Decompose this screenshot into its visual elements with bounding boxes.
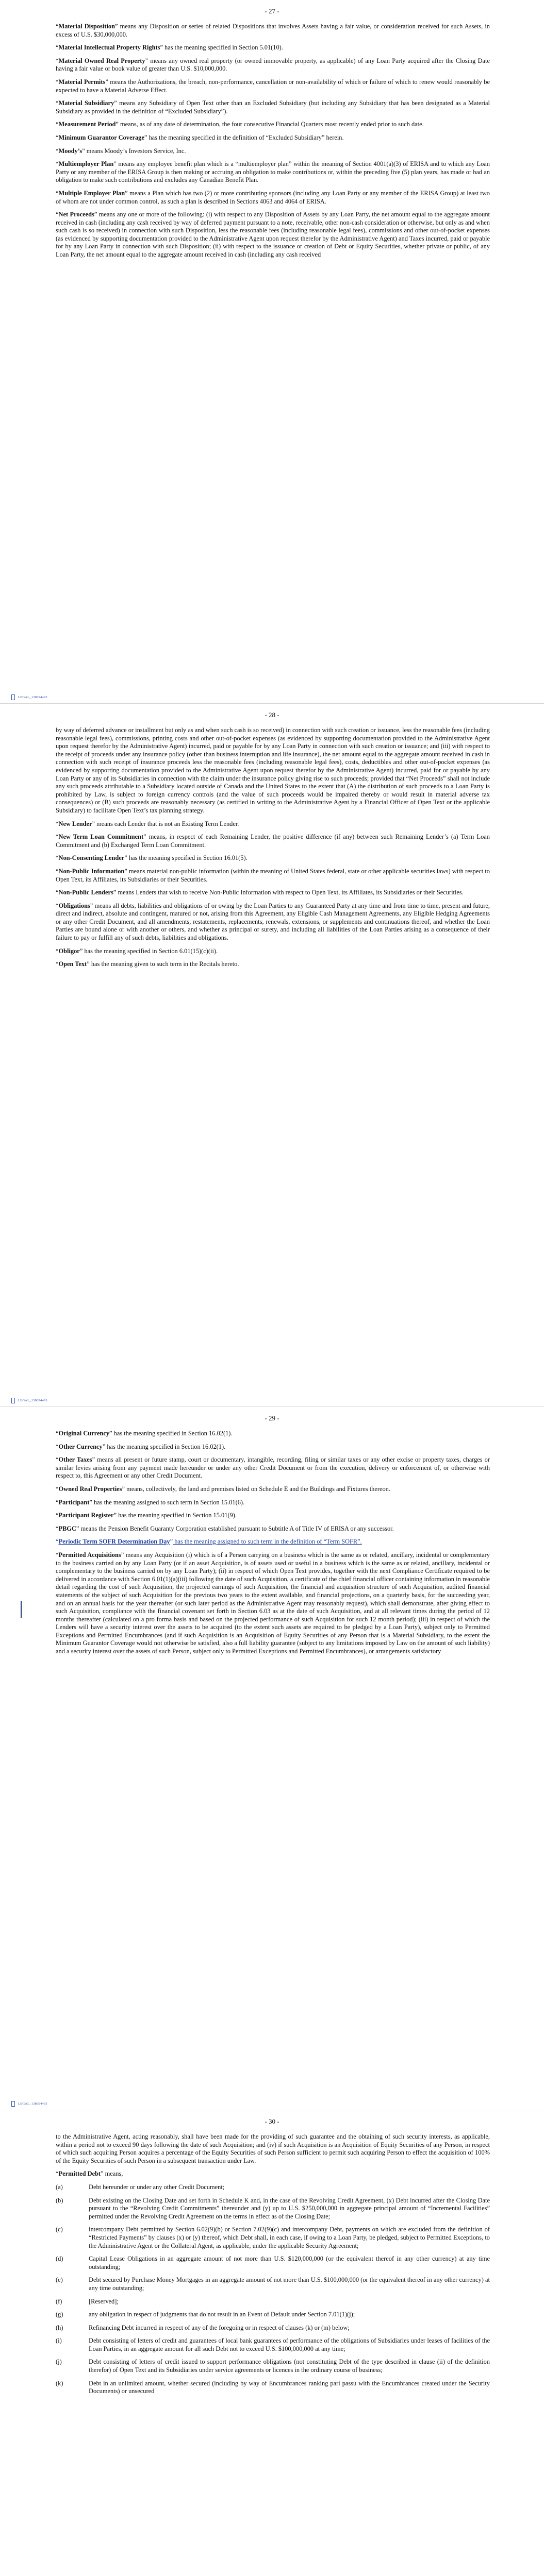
list-item-label: (k)	[56, 2379, 63, 2387]
list-item	[56, 2380, 490, 2396]
page-28	[0, 704, 544, 1406]
defined-term: Other Taxes	[58, 1456, 92, 1464]
defined-term: Obligor	[58, 947, 80, 955]
list-item-label: (j)	[56, 2358, 62, 2366]
definition-paragraph: “Non-Public Lenders” means Lenders that wish to receive Non-Public Information with respect to Open Text, its Affiliates, its Subsidiaries or their Securities.	[56, 889, 464, 896]
list-item-label: (f)	[56, 2297, 62, 2305]
defined-term: Permitted Acquisitions	[58, 1551, 121, 1558]
definition-text: means Lenders that wish to receive Non-Public Information with respect to Open Text, its Affiliates, its Subsidiaries or their Securities.	[116, 889, 464, 896]
page-30	[0, 2110, 544, 2576]
definition-text: means, collectively, the land and premises listed on Schedule E and the Buildings and Fixtures thereon.	[124, 1485, 390, 1493]
definition-paragraph: “Minimum Guarantor Coverage” has the meaning specified in the definition of “Excluded Subsidiary” herein.	[56, 133, 344, 141]
defined-term: Multiple Employer Plan	[58, 189, 125, 197]
definition-text: means material non-public information (within the meaning of United States federal, state or other applicable securities laws) with respect to Open Text, its Affiliates, its Subsidiaries or their Securities.	[56, 867, 490, 883]
page-body	[56, 726, 490, 974]
list-item	[56, 2324, 490, 2332]
definition-text: means any owned real property (or owned immovable property, as applicable) of any Loan Party acquired after the Closing Date having a fair value or book value of greater than U.S. $10,000,000.	[56, 57, 490, 73]
list-item	[56, 2311, 490, 2319]
definition-text: has the meaning specified in Section 16.02(1).	[112, 1430, 233, 1437]
list-item-text: Debt in an unlimited amount, whether secured (including by way of Encumbrances ranking pari passu with the Encumbrances created under the Security Documents) or unsecured	[89, 2379, 490, 2395]
definition-text: means, in respect of each Remaining Lender, the positive difference (if any) between such Remaining Lender’s (a) Term Loan Commitment and (b) Exchanged Term Loan Commitment.	[56, 833, 490, 849]
footer-marker-icon	[11, 2101, 15, 2107]
list-item-text: Debt hereunder or under any other Credit Document;	[89, 2183, 225, 2191]
definition-text: by way of deferred advance or installment but only as and when such cash is so received) in connection with such creation or issuance, less the reasonable fees (including reasonable legal fees), commissions, printing costs and other out-of-pocket expenses (as evidenced by supporting documentation provided to the Administrative Agent upon request therefor by the Administrative Agent) incurred, paid or payable for by any Loan Party in connection with such creation or issuance; and (iii) with respect to the receipt of proceeds under any insurance policy (other than business interruption and life insurance), the net amount equal to the aggregate amount received in cash in connection with such receipt of insurance proceeds less the reasonable fees (including reasonable legal fees), costs, deductibles and other out-of-pocket expenses (as evidenced by supporting documentation provided to the Administrative Agent upon request therefor by the Administrative Agent) incurred, paid for or payable by any Loan Party or any of its Subsidiaries in connection with the claim under the insurance policy giving rise to such proceeds; provided that “Net Proceeds” shall not include any such proceeds attributable to a Subsidiary located outside of Canada and the United States to the extent that (A) the distribution of such proceeds to a Loan Party is prohibited by Law, is subject to foreign currency controls (and the value of such proceeds would be impaired thereby or would result in material adverse tax consequences) or (B) such proceeds are reasonably necessary (as certified in writing to the Administrative Agent by a Financial Officer of Open Text or the applicable Subsidiary) to facilitate Open Text’s tax planning strategy.	[56, 726, 490, 814]
definition-text: means any Subsidiary of Open Text other than an Excluded Subsidiary (but including any Subsidiary that has been designated as a Material Subsidiary as provided in the definition of “Excluded Subsidiary”).	[56, 99, 490, 115]
definition-paragraph: “Original Currency” has the meaning specified in Section 16.02(1).	[56, 1430, 233, 1437]
definition-paragraph: “Permitted Debt” means,	[56, 2170, 123, 2178]
definition-paragraph: “Material Owned Real Property” means any owned real property (or owned immovable property, as applicable) of any Loan Party acquired after the Closing Date having a fair value or book value of greater than U.S. $10,000,000.	[56, 57, 490, 73]
definition-paragraph: “Non-Consenting Lender” has the meaning specified in Section 16.01(5).	[56, 854, 248, 862]
page-body	[56, 23, 490, 264]
definition-paragraph: “Other Currency” has the meaning specified in Section 16.02(1).	[56, 1443, 226, 1450]
definition-text: means any Acquisition (i) which is of a Person carrying on a business which is the same as or related, ancillary, incidental or complementary to the business carried on by any Loan Party (or if an asset Acquisition, is of assets used or useful in a business which is the same as or related, ancillary, incidental or complementary to the business carried on by any Loan Party); (ii) in respect of which Open Text provides, together with the next Compliance Certificate required to be delivered in accordance with Section 6.01(1)(a)(iii) following the date of such Acquisition, a certificate of the chief financial officer containing information in reasonable detail regarding the cost of such Acquisition, the projected earnings of such Acquisition, the financial and acquisition structure of such Acquisition, audited financial statements of the subject of such Acquisition for the previous two years to the extent available, and financial projections, on a quarterly basis, for the succeeding year, and on an annual basis for the year thereafter (or such later period as the Administrative Agent may reasonably request), which shall demonstrate, after giving effect to such Acquisition, compliance with the financial covenant set forth in Section 6.03 as at the date of such Acquisition, and at all relevant times during the period of 12 months thereafter (calculated on a pro forma basis and based on the projected performance of such Acquisition for such 12 month period); (iii) in respect of which the Lenders will have a security interest over the assets to be acquired (to the extent such assets are required to be pledged by a Loan Party), subject only to Permitted Exceptions and Permitted Encumbrances (and if such Acquisition is an Acquisition of Equity Securities of any Person that is a Material Subsidiary, to the extent the Minimum Guarantor Coverage would not otherwise be satisfied, also a full liability guarantee (subject to any limitations imposed by Law on the amount of such liability) and a security interest over the assets of such Person, subject only to Permitted Exceptions and Permitted Encumbrances), or arrangements satisfactory	[56, 1551, 490, 1655]
footer-marker-icon	[11, 1398, 15, 1403]
defined-term: Material Subsidiary	[58, 99, 114, 107]
definition-text: means any one or more of the following: (i) with respect to any Disposition of Assets by any Loan Party, the net amount equal to the aggregate amount received in cash (including any cash received by way of deferred payment pursuant to a note, receivable, other non-cash consideration or otherwise, but only as and when such cash is so received) in connection with such Disposition, less the reasonable fees (including reasonable legal fees), commissions and other out-of-pocket expenses (as evidenced by supporting documentation provided to the Administrative Agent upon request therefor by the Administrative Agent) and Taxes incurred, paid or payable for by any Loan Party in connection with such Disposition; (ii) with respect to the issuance or creation of Debt or Equity Securities, whether private or public, of any Loan Party, the net amount equal to the aggregate amount received in cash (including any cash received	[56, 211, 490, 259]
definition-paragraph: “Participant” has the meaning assigned to such term in Section 15.01(6).	[56, 1498, 245, 1506]
defined-term: Material Owned Real Property	[58, 57, 145, 64]
defined-term: Material Permits	[58, 78, 106, 86]
definition-text: means all debts, liabilities and obligations of or owing by the Loan Parties to any Guaranteed Party at any time and from time to time, present and future, direct and indirect, absolute and contingent, matured or not, arising from this Agreement, any Eligible Cash Management Agreements, any Eligible Hedging Agreements or any other Credit Document, and all amendments, restatements, replacements, renewals, extensions, or supplements and continuations thereof, and whether the Loan Parties are bound alone or with another or others, and whether as principal or surety, and including all liabilities of the Loan Parties arising as a consequence of their failure to pay or fulfill any of such debts, liabilities and obligations.	[56, 902, 490, 942]
defined-term: Obligations	[58, 902, 90, 909]
definition-paragraph: “Net Proceeds” means any one or more of the following: (i) with respect to any Disposition of Assets by any Loan Party, the net amount equal to the aggregate amount received in cash (including any cash received by way of deferred payment pursuant to a note, receivable, other non-cash consideration or otherwise, but only as and when such cash is so received) in connection with such Disposition, less the reasonable fees (including reasonable legal fees), commissions and other out-of-pocket expenses (as evidenced by supporting documentation provided to the Administrative Agent upon request therefor by the Administrative Agent) and Taxes incurred, paid or payable for by any Loan Party in connection with such Disposition; (ii) with respect to the issuance or creation of Debt or Equity Securities, whether private or public, of any Loan Party, the net amount equal to the aggregate amount received in cash (including any cash received	[56, 211, 490, 259]
definition-paragraph: “Obligations” means all debts, liabilities and obligations of or owing by the Loan Parties to any Guaranteed Party at any time and from time to time, present and future, direct and indirect, absolute and contingent, matured or not, arising from this Agreement, any Eligible Cash Management Agreements, any Eligible Hedging Agreements or any other Credit Document, and all amendments, restatements, replacements, renewals, extensions, or supplements and continuations thereof, and whether the Loan Parties are bound alone or with another or others, and whether as principal or surety, and including all liabilities of the Loan Parties arising as a consequence of their failure to pay or fulfill any of such debts, liabilities and obligations.	[56, 902, 490, 942]
defined-term: Participant	[58, 1498, 90, 1506]
defined-term: New Term Loan Commitment	[58, 833, 144, 841]
definition-text: means any Disposition or series of related Dispositions that involves Assets having a fair value, or consideration received for such Assets, in excess of U.S. $30,000,000.	[56, 23, 490, 38]
definition-text: means any employee benefit plan which is a “multiemployer plan” within the meaning of Section 4001(a)(3) of ERISA and to which any Loan Party or any member of the ERISA Group is then making or accruing an obligation to make contributions or, within the preceding five (5) plan years, has made or had an obligation to make such contributions and excludes any Canadian Benefit Plan.	[56, 160, 490, 184]
page-29	[0, 1407, 544, 2110]
list-item-label: (d)	[56, 2255, 63, 2263]
definition-text: has the meaning specified in Section 15.01(9).	[117, 1512, 237, 1519]
defined-term: Net Proceeds	[58, 211, 94, 218]
definition-paragraph: “Multiemployer Plan” means any employee benefit plan which is a “multiemployer plan” within the meaning of Section 4001(a)(3) of ERISA and to which any Loan Party or any member of the ERISA Group is then making or accruing an obligation to make contributions or, within the preceding five (5) plan years, has made or had an obligation to make such contributions and excludes any Canadian Benefit Plan.	[56, 160, 490, 184]
definition-paragraph: “Periodic Term SOFR Determination Day” has the meaning assigned to such term in the definition of “Term SOFR”.	[56, 1538, 362, 1546]
list-item	[56, 2358, 490, 2374]
footer-marker-icon	[11, 694, 15, 700]
page-body	[56, 2133, 490, 2401]
definition-text: means,	[103, 2170, 123, 2178]
footer-code: LEGAL_138694493	[11, 2101, 47, 2107]
defined-term: Other Currency	[58, 1443, 103, 1450]
definition-paragraph: “Obligor” has the meaning specified in Section 6.01(15)(c)(ii).	[56, 947, 218, 955]
list-item-text: intercompany Debt permitted by Section 6.02(9)(b) or Section 7.02(9)(c) and intercompany Debt, payments on which are excluded from the definition of “Restricted Payments” by clauses (x) or (y) thereof, which Debt shall, in each case, if owing to a Loan Party, be pledged, subject to Permitted Exceptions, to the Administrative Agent or the Collateral Agent, as applicable, under the applicable Security Agreement;	[89, 2226, 490, 2249]
footer-code: LEGAL_138694493	[11, 694, 47, 700]
definition-paragraph: “Moody’s” means Moody’s Investors Service, Inc.	[56, 147, 186, 155]
list-item-text: Refinancing Debt incurred in respect of any of the foregoing or in respect of clauses (k) or (m) below;	[89, 2324, 350, 2331]
page-number: - 30 -	[265, 2117, 279, 2125]
definition-text: has the meaning specified in the definition of “Excluded Subsidiary” herein.	[147, 133, 344, 141]
list-item-text: [Reserved];	[89, 2297, 119, 2305]
list-item-text: any obligation in respect of judgments that do not result in an Event of Default under Section 7.01(1)(j);	[89, 2311, 355, 2318]
definition-paragraph: “Measurement Period” means, as of any date of determination, the four consecutive Financial Quarters most recently ended prior to such date.	[56, 121, 424, 128]
defined-term: Non-Public Information	[58, 867, 125, 875]
definition-paragraph	[56, 2133, 490, 2165]
page-number: - 27 -	[265, 7, 279, 15]
defined-term: PBGC	[58, 1524, 76, 1532]
definition-paragraph: “Permitted Acquisitions” means any Acquisition (i) which is of a Person carrying on a business which is the same as or related, ancillary, incidental or complementary to the business carried on by any Loan Party (or if an asset Acquisition, is of assets used or useful in a business which is the same as or related, ancillary, incidental or complementary to the business carried on by any Loan Party); (ii) in respect of which Open Text provides, together with the next Compliance Certificate required to be delivered in accordance with Section 6.01(1)(a)(iii) following the date of such Acquisition, a certificate of the chief financial officer containing information in reasonable detail regarding the cost of such Acquisition, the projected earnings of such Acquisition, the financial and acquisition structure of such Acquisition, audited financial statements of the subject of such Acquisition for the previous two years to the extent available, and financial projections, on a quarterly basis, for the succeeding year, and on an annual basis for the year thereafter (or such later period as the Administrative Agent may reasonably request), which shall demonstrate, after giving effect to such Acquisition, compliance with the financial covenant set forth in Section 6.03 as at the date of such Acquisition, and at all relevant times during the period of 12 months thereafter (calculated on a pro forma basis and based on the projected performance of such Acquisition for such 12 month period); (iii) in respect of which the Lenders will have a security interest over the assets to be acquired (to the extent such assets are required to be pledged by a Loan Party), subject only to Permitted Exceptions and Permitted Encumbrances (and if such Acquisition is an Acquisition of Equity Securities of any Person that is a Material Subsidiary, to the extent the Minimum Guarantor Coverage would not otherwise be satisfied, also a full liability guarantee (subject to any limitations imposed by Law on the amount of such liability) and a security interest over the assets of such Person, subject only to Permitted Exceptions and Permitted Encumbrances), or arrangements satisfactory	[56, 1551, 490, 1655]
definition-paragraph: “Material Disposition” means any Disposition or series of related Dispositions that involves Assets having a fair value, or consideration received for such Assets, in excess of U.S. $30,000,000.	[56, 23, 490, 38]
list-item-label: (i)	[56, 2337, 62, 2345]
definition-paragraph: “New Lender” means each Lender that is not an Existing Term Lender.	[56, 820, 239, 827]
defined-term: Non-Public Lenders	[58, 889, 113, 896]
defined-term: Material Disposition	[58, 23, 115, 30]
list-item	[56, 2226, 490, 2250]
list-item-label: (e)	[56, 2276, 63, 2284]
definition-text: means the Pension Benefit Guaranty Corporation established pursuant to Subtitle A of Title IV of ERISA or any successor.	[79, 1524, 394, 1532]
definition-paragraph: “PBGC” means the Pension Benefit Guaranty Corporation established pursuant to Subtitle A of Title IV of ERISA or any successor.	[56, 1524, 394, 1532]
definition-paragraph: “New Term Loan Commitment” means, in respect of each Remaining Lender, the positive difference (if any) between such Remaining Lender’s (a) Term Loan Commitment and (b) Exchanged Term Loan Commitment.	[56, 833, 490, 849]
list-item-text: Debt consisting of letters of credit and guarantees of local bank guarantees of performance of the obligations of Subsidiaries under leases of facilities of the Loan Parties, in an aggregate amount for all such Debt not to exceed U.S. $100,000,000 at any time;	[89, 2337, 490, 2352]
definition-text: has the meaning specified in Section 5.01(10).	[162, 44, 283, 52]
list-item-text: Debt consisting of letters of credit issued to support performance obligations (not constituting Debt of the type described in clause (ii) of the definition therefor) of Open Text and its Subsidiaries under service agreements or licences in the ordinary course of business;	[89, 2358, 490, 2374]
definition-text: means each Lender that is not an Existing Term Lender.	[95, 820, 239, 827]
defined-term: Participant Register	[58, 1512, 114, 1519]
page-number: - 29 -	[265, 1414, 279, 1422]
defined-term: New Lender	[58, 820, 92, 827]
list-item	[56, 2183, 490, 2192]
list-item	[56, 2337, 490, 2353]
list-item-label: (g)	[56, 2311, 63, 2318]
page-body	[56, 1430, 490, 1661]
definition-paragraph	[56, 726, 490, 815]
list-item	[56, 2197, 490, 2221]
definition-paragraph: “Material Subsidiary” means any Subsidiary of Open Text other than an Excluded Subsidiary (but including any Subsidiary that has been designated as a Material Subsidiary as provided in the definition of “Excluded Subsidiary”).	[56, 99, 490, 115]
definition-paragraph: “Other Taxes” means all present or future stamp, court or documentary, intangible, recording, filing or similar taxes or any other excise or property taxes, charges or similar levies arising from any payment made hereunder or under any other Credit Document or from the execution, delivery or enforcement of, or otherwise with respect to, this Agreement or any other Credit Document.	[56, 1456, 490, 1480]
definition-text: has the meaning assigned to such term in Section 15.01(6).	[92, 1498, 245, 1506]
definition-text: means the Authorizations, the breach, non-performance, cancellation or non-availability of which or failure of which to renew would reasonably be expected to have a Material Adverse Effect.	[56, 78, 490, 94]
defined-term: Material Intellectual Property Rights	[58, 44, 160, 52]
definition-text: means all present or future stamp, court or documentary, intangible, recording, filing or similar taxes or any other excise or property taxes, charges or similar levies arising from any payment made hereunder or under any other Credit Document or from the execution, delivery or enforcement of, or otherwise with respect to, this Agreement or any other Credit Document.	[56, 1456, 490, 1480]
list-item	[56, 2276, 490, 2292]
list-item-text: Debt existing on the Closing Date and set forth in Schedule K and, in the case of the Revolving Credit Agreement, (x) Debt incurred after the Closing Date pursuant to the “Revolving Credit Commitments” thereunder and (y) up to U.S. $250,000,000 in aggregate principal amount of “Incremental Facilities” permitted under the Revolving Credit Agreement on the terms in effect as of the Closing Date;	[89, 2196, 490, 2220]
definition-text: has the meaning assigned to such term in the definition of “Term SOFR”.	[173, 1538, 362, 1546]
definition-text: has the meaning specified in Section 6.01(15)(c)(ii).	[83, 947, 218, 955]
list-item	[56, 2298, 490, 2306]
definition-text: means, as of any date of determination, the four consecutive Financial Quarters most recently ended prior to such date.	[118, 121, 424, 128]
defined-term: Minimum Guarantor Coverage	[58, 133, 144, 141]
defined-term: Open Text	[58, 960, 87, 968]
list-item-text: Debt secured by Purchase Money Mortgages in an aggregate amount of not more than U.S. $100,000,000 (or the equivalent thereof in any other currency) at any time outstanding;	[89, 2276, 490, 2292]
definition-paragraph: “Owned Real Properties” means, collectively, the land and premises listed on Schedule E and the Buildings and Fixtures thereon.	[56, 1485, 390, 1493]
list-item-label: (c)	[56, 2226, 63, 2233]
definition-text: means Moody’s Investors Service, Inc.	[85, 147, 186, 155]
defined-term: Multiemployer Plan	[58, 160, 114, 168]
definition-paragraph: “Material Permits” means the Authorizations, the breach, non-performance, cancellation or non-availability of which or failure of which to renew would reasonably be expected to have a Material Adverse Effect.	[56, 78, 490, 94]
definition-text: to the Administrative Agent, acting reasonably, shall have been made for the providing of such guarantee and the obtaining of such security interests, as applicable, within a period not to exceed 90 days following the date of such Acquisition; and (iv) if such Acquisition is an Acquisition of Equity Securities of any Person, in respect of which such acquiring Person acquires a percentage of the Equity Securities of such Person sufficient to permit such acquiring Person to effect the acquisition of 100% of the Equity Securities of such Person in a subsequent transaction under Law.	[56, 2133, 490, 2164]
page-number: - 28 -	[265, 711, 279, 719]
defined-term: Owned Real Properties	[58, 1485, 122, 1493]
list-item-label: (h)	[56, 2324, 63, 2331]
definition-paragraph: “Open Text” has the meaning given to such term in the Recitals hereto.	[56, 960, 239, 968]
page-27	[0, 0, 544, 703]
list-item-text: Capital Lease Obligations in an aggregate amount of not more than U.S. $120,000,000 (or the equivalent thereof in any other currency) at any time outstanding;	[89, 2255, 490, 2270]
definition-paragraph: “Non-Public Information” means material non-public information (within the meaning of United States federal, state or other applicable securities laws) with respect to Open Text, its Affiliates, its Subsidiaries or their Securities.	[56, 867, 490, 883]
defined-term: Original Currency	[58, 1430, 110, 1437]
defined-term-underlined	[59, 1538, 170, 1545]
defined-term: Measurement Period	[58, 121, 116, 128]
list-item-label: (a)	[56, 2183, 63, 2191]
definition-paragraph: “Participant Register” has the meaning specified in Section 15.01(9).	[56, 1512, 237, 1519]
definition-text: has the meaning specified in Section 16.01(5).	[127, 854, 248, 862]
footer-code: LEGAL_138694493	[11, 1398, 47, 1403]
definition-text: has the meaning specified in Section 16.02(1).	[105, 1443, 226, 1450]
definition-text-underlined	[173, 1538, 362, 1545]
defined-term: Moody’s	[58, 147, 83, 155]
definition-text: means a Plan which has two (2) or more contributing sponsors (including any Loan Party or any member of the ERISA Group) at least two of whom are not under common control, as such a plan is described in Sections 4063 and 4064 of ERISA.	[56, 189, 490, 205]
change-bar	[21, 1601, 22, 1618]
definition-paragraph: “Material Intellectual Property Rights” has the meaning specified in Section 5.01(10).	[56, 44, 283, 52]
defined-term: Non-Consenting Lender	[58, 854, 125, 862]
defined-term: Periodic Term SOFR Determination Day	[58, 1538, 170, 1546]
definition-paragraph: “Multiple Employer Plan” means a Plan which has two (2) or more contributing sponsors (including any Loan Party or any member of the ERISA Group) at least two of whom are not under common control, as such a plan is described in Sections 4063 and 4064 of ERISA.	[56, 189, 490, 205]
definition-text: has the meaning given to such term in the Recitals hereto.	[89, 960, 239, 968]
defined-term: Permitted Debt	[58, 2170, 101, 2178]
list-item	[56, 2255, 490, 2271]
list-item-label: (b)	[56, 2196, 63, 2204]
